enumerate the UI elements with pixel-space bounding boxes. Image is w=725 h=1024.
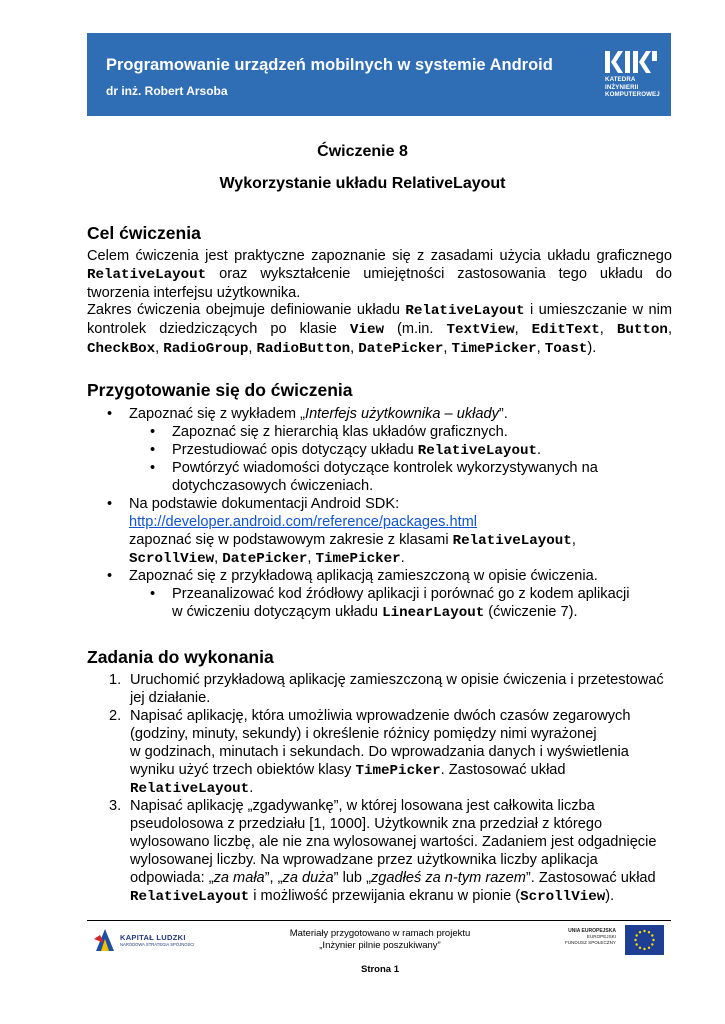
kapital-ludzki-logo: KAPITAŁ LUDZKI NARODOWA STRATEGIA SPÓJNOŚCI — [92, 925, 202, 953]
list-item: • Zapoznać się z hierarchią klas układów graficznych. — [172, 423, 508, 441]
list-item-continuation: w ćwiczeniu dotyczącym układu LinearLayout (ćwiczenie 7). — [172, 604, 578, 621]
task-item-continuation: (godziny, minuty, sekundy) i określenie różnicy pomiędzy nimi wyrażonej — [130, 726, 597, 742]
course-title: Programowanie urządzeń mobilnych w systemie Android — [106, 56, 553, 74]
task-item-continuation: jej działanie. — [130, 690, 211, 706]
sdk-link[interactable]: http://developer.android.com/reference/packages.html — [129, 514, 478, 530]
footer-divider — [87, 920, 671, 921]
header-banner — [87, 33, 671, 116]
task-item-continuation: odpowiada: „za mała”, „za duża” lub „zgadłeś za n-tym razem”. Zastosować układ — [130, 870, 656, 886]
department-logo — [603, 49, 659, 107]
task-item: 2. Napisać aplikację, która umożliwia wprowadzenie dwóch czasów zegarowych — [109, 708, 631, 724]
eu-logo — [552, 925, 664, 955]
task-item-continuation: RelativeLayout i możliwość przewijania ekranu w pionie (ScrollView). — [130, 888, 615, 905]
kik-logo-icon — [603, 49, 659, 75]
author: dr inż. Robert Arsoba — [106, 84, 228, 98]
task-item-continuation: RelativeLayout. — [130, 780, 254, 797]
list-item: • Na podstawie dokumentacji Android SDK: — [129, 495, 399, 513]
list-item: • Zapoznać się z wykładem „Interfejs użytkownika – układy”. — [129, 405, 508, 423]
list-item: • Powtórzyć wiadomości dotyczące kontrolek wykorzystywanych na — [172, 459, 598, 477]
goal-paragraph-2: Zakres ćwiczenia obejmuje definiowanie układu RelativeLayout i umieszczanie w nim kontrolek dziedziczących po klasie View (m.in. TextView, EditText, Button, CheckBox, RadioGroup, RadioButton, DatePicker, TimePicker, Toast). — [87, 302, 673, 357]
task-item-continuation: wylosowano liczbę, ale nie zna wylosowanej wartości. Zadaniem jest odgadnięcie — [130, 834, 657, 850]
task-item-continuation: w godzinach, minutach i sekundach. Do wprowadzania danych i wyświetlenia — [130, 744, 629, 760]
page-number: Strona 1 — [360, 964, 400, 975]
list-item-continuation: dotychczasowych ćwiczeniach. — [172, 478, 374, 494]
list-item: • Przeanalizować kod źródłowy aplikacji i porównać go z kodem aplikacji — [172, 585, 630, 603]
section-heading-preparation: Przygotowanie się do ćwiczenia — [87, 380, 353, 400]
exercise-title: Wykorzystanie układu RelativeLayout — [219, 175, 506, 192]
task-item: 3. Napisać aplikację „zgadywankę”, w której losowana jest całkowita liczba — [109, 798, 595, 814]
list-item-continuation: ScrollView, DatePicker, TimePicker. — [129, 550, 405, 567]
task-item-continuation: wylosowanej liczby. Na wprowadzane przez użytkownika liczby aplikacja — [130, 852, 598, 868]
kapital-ludzki-icon — [92, 925, 118, 953]
section-heading-goal: Cel ćwiczenia — [87, 223, 201, 243]
task-item-continuation: pseudolosowa z przedziału [1, 1000]. Użytkownik zna przedział z którego — [130, 816, 603, 832]
eu-caption: UNIA EUROPEJSKA EUROPEJSKI FUNDUSZ SPOŁECZNY — [564, 928, 616, 945]
list-item-continuation: zapoznać się w podstawowym zakresie z klasami RelativeLayout, — [129, 532, 576, 549]
task-item: 1. Uruchomić przykładową aplikację zamieszczoną w opisie ćwiczenia i przetestować — [109, 672, 664, 688]
eu-flag-icon — [625, 925, 664, 955]
footer-project-note: Materiały przygotowano w ramach projektu „Inżynier pilnie poszukiwany” — [289, 928, 471, 951]
goal-paragraph-1: Celem ćwiczenia jest praktyczne zapoznanie się z zasadami użycia układu graficznego RelativeLayout oraz wykształcenie umiejętności zastosowania tego układu do tworzenia interfejsu użytkownika. — [87, 248, 672, 301]
logo-caption: KATEDRA INŻYNIERII KOMPUTEROWEJ — [605, 76, 660, 98]
exercise-number: Ćwiczenie 8 — [317, 143, 408, 160]
list-item: • Zapoznać się z przykładową aplikacją zamieszczoną w opisie ćwiczenia. — [129, 567, 598, 585]
list-item: • Przestudiować opis dotyczący układu RelativeLayout. — [172, 441, 541, 460]
section-heading-tasks: Zadania do wykonania — [87, 647, 274, 667]
task-item-continuation: wyniku użyć trzech obiektów klasy TimePicker. Zastosować układ — [130, 762, 566, 779]
